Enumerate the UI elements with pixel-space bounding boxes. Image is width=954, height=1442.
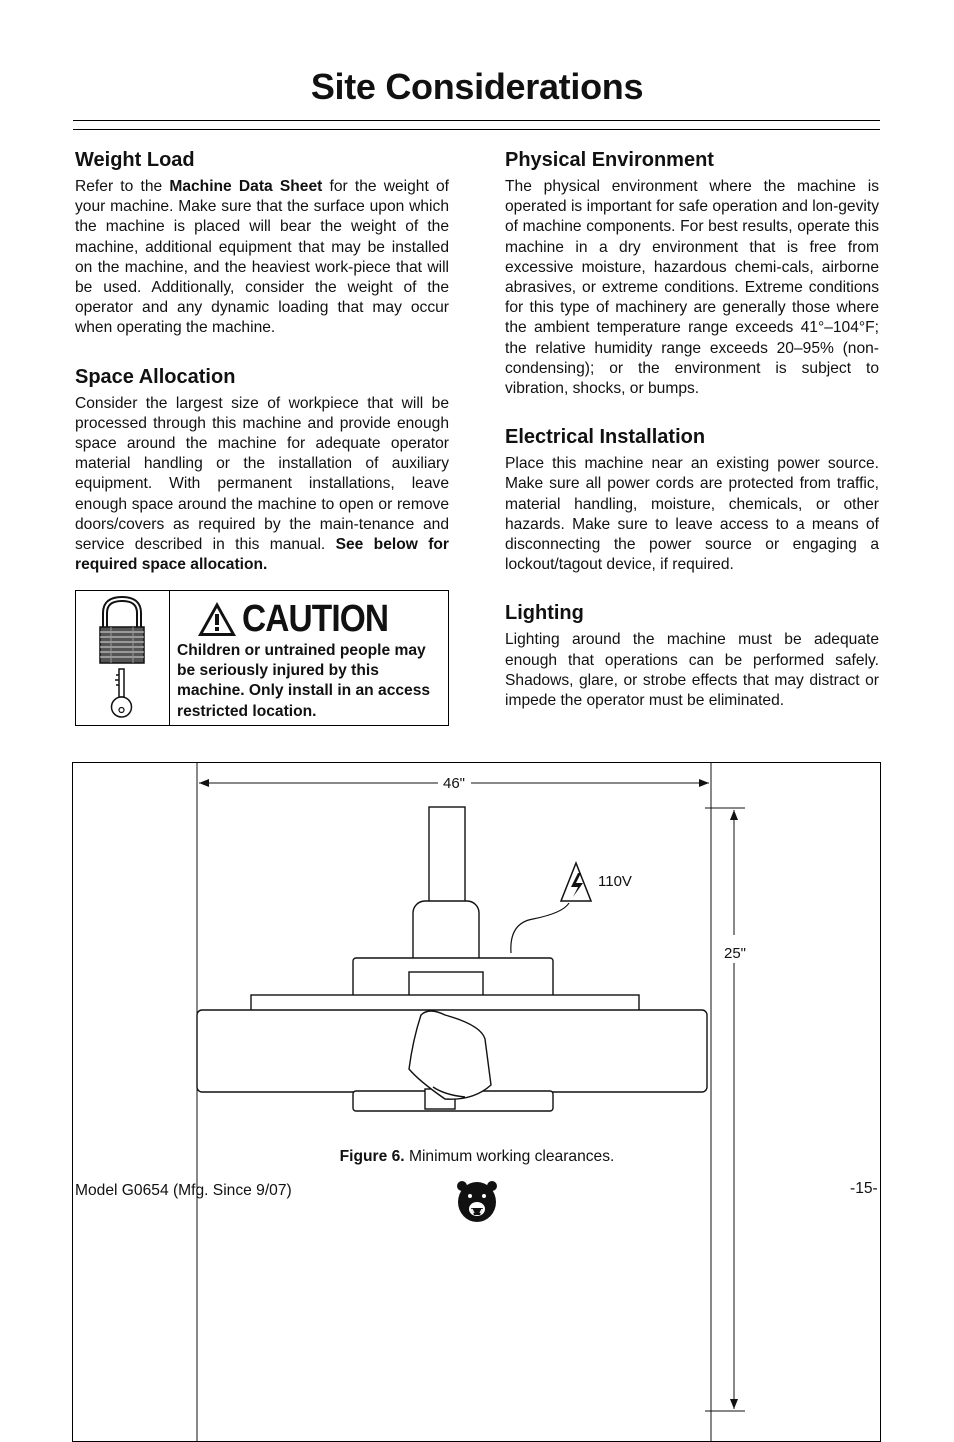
left-column bbox=[75, 148, 449, 601]
space-allocation-section bbox=[75, 365, 449, 576]
title-rule-bottom bbox=[73, 129, 880, 130]
figure-caption: Figure 6. Minimum working clearances. bbox=[339, 1148, 615, 1165]
weight-load-section bbox=[75, 148, 449, 339]
physical-environment-heading: Physical Environment bbox=[505, 149, 714, 171]
space-allocation-text: Consider the largest size of workpiece that will be processed through this machine and provide enough space around the machine for adequate operator material handling or the installation of auxiliary equipment. With permanent installations, leave enough space around the machine to open or remove doors/covers as required by the main-tenance and service described in this manual. See below for required space allocation. bbox=[75, 394, 449, 574]
mount-block bbox=[409, 972, 483, 996]
voltage-label: 110V bbox=[598, 873, 632, 890]
caution-header bbox=[196, 597, 408, 641]
lighting-text: Lighting around the machine must be adequate enough that operations can be performed safely. Shadows, glare, or strobe effects that may distract or impede the operator must be eliminated. bbox=[505, 631, 879, 710]
title-rule-top bbox=[73, 120, 880, 121]
fence bbox=[251, 995, 639, 1011]
physical-environment-section bbox=[505, 148, 879, 399]
width-dimension-label: 46" bbox=[442, 775, 466, 792]
right-column bbox=[505, 148, 879, 737]
padlock-key-illustration bbox=[76, 591, 169, 725]
footer-model: Model G0654 (Mfg. Since 9/07) bbox=[75, 1182, 292, 1199]
caution-box bbox=[75, 590, 449, 726]
clearance-diagram-svg bbox=[73, 763, 880, 1441]
caution-word: CAUTION bbox=[242, 597, 389, 640]
padlock-icon bbox=[100, 599, 144, 663]
warning-triangle-icon bbox=[196, 600, 238, 638]
physical-environment-text: The physical environment where the machine is operated is important for safe operation and lon-gevity of machine components. For best results, operate this machine in a dry environment that is free from excessive moisture, hazardous chemi-cals, airborne abrasives, or extreme conditions. Extreme conditions for this type of machinery are generally those where the ambient temperature range exceeds 41°–104°F; the relative humidity range exceeds 20–95% (non-condensing); or the environment is subject to vibration, shocks, or bumps. bbox=[505, 178, 879, 398]
caution-text: Children or untrained people may be seriously injured by this machine. Only install in an access restricted location. bbox=[177, 642, 431, 720]
page-number: -15- bbox=[850, 1180, 878, 1197]
electrical-hazard-icon bbox=[561, 863, 591, 901]
lighting-section bbox=[505, 601, 879, 711]
power-cord bbox=[511, 903, 569, 953]
page-title: Site Considerations bbox=[310, 66, 644, 107]
figure-clearance-diagram bbox=[72, 762, 881, 1442]
electrical-installation-section bbox=[505, 425, 879, 575]
electrical-installation-heading: Electrical Installation bbox=[505, 426, 706, 449]
caution-icon-cell bbox=[76, 591, 170, 725]
weight-load-text: Refer to the Machine Data Sheet for the weight of your machine. Make sure that the surface upon which the machine is placed will bear the weight of the machine, additional equipment that may be installed on the machine, and the heaviest work-piece that will be used. Additionally, consider the weight of the operator and any dynamic loading that may occur when operating the machine. bbox=[75, 178, 449, 337]
weight-load-heading: Weight Load bbox=[75, 149, 195, 171]
motor-column bbox=[429, 807, 465, 907]
lighting-heading: Lighting bbox=[505, 602, 584, 625]
space-allocation-heading: Space Allocation bbox=[75, 365, 236, 388]
bear-logo-icon bbox=[456, 1178, 498, 1224]
key-icon bbox=[112, 669, 132, 717]
electrical-installation-text: Place this machine near an existing power source. Make sure all power cords are protected from traffic, material handling, moisture, chemicals, or other hazards. Make sure to leave access to a means of disconnecting the power source or engaging a lockout/tagout device, if required. bbox=[505, 455, 879, 574]
machine-top-view bbox=[197, 807, 707, 1111]
depth-dimension-label: 25" bbox=[723, 945, 747, 962]
